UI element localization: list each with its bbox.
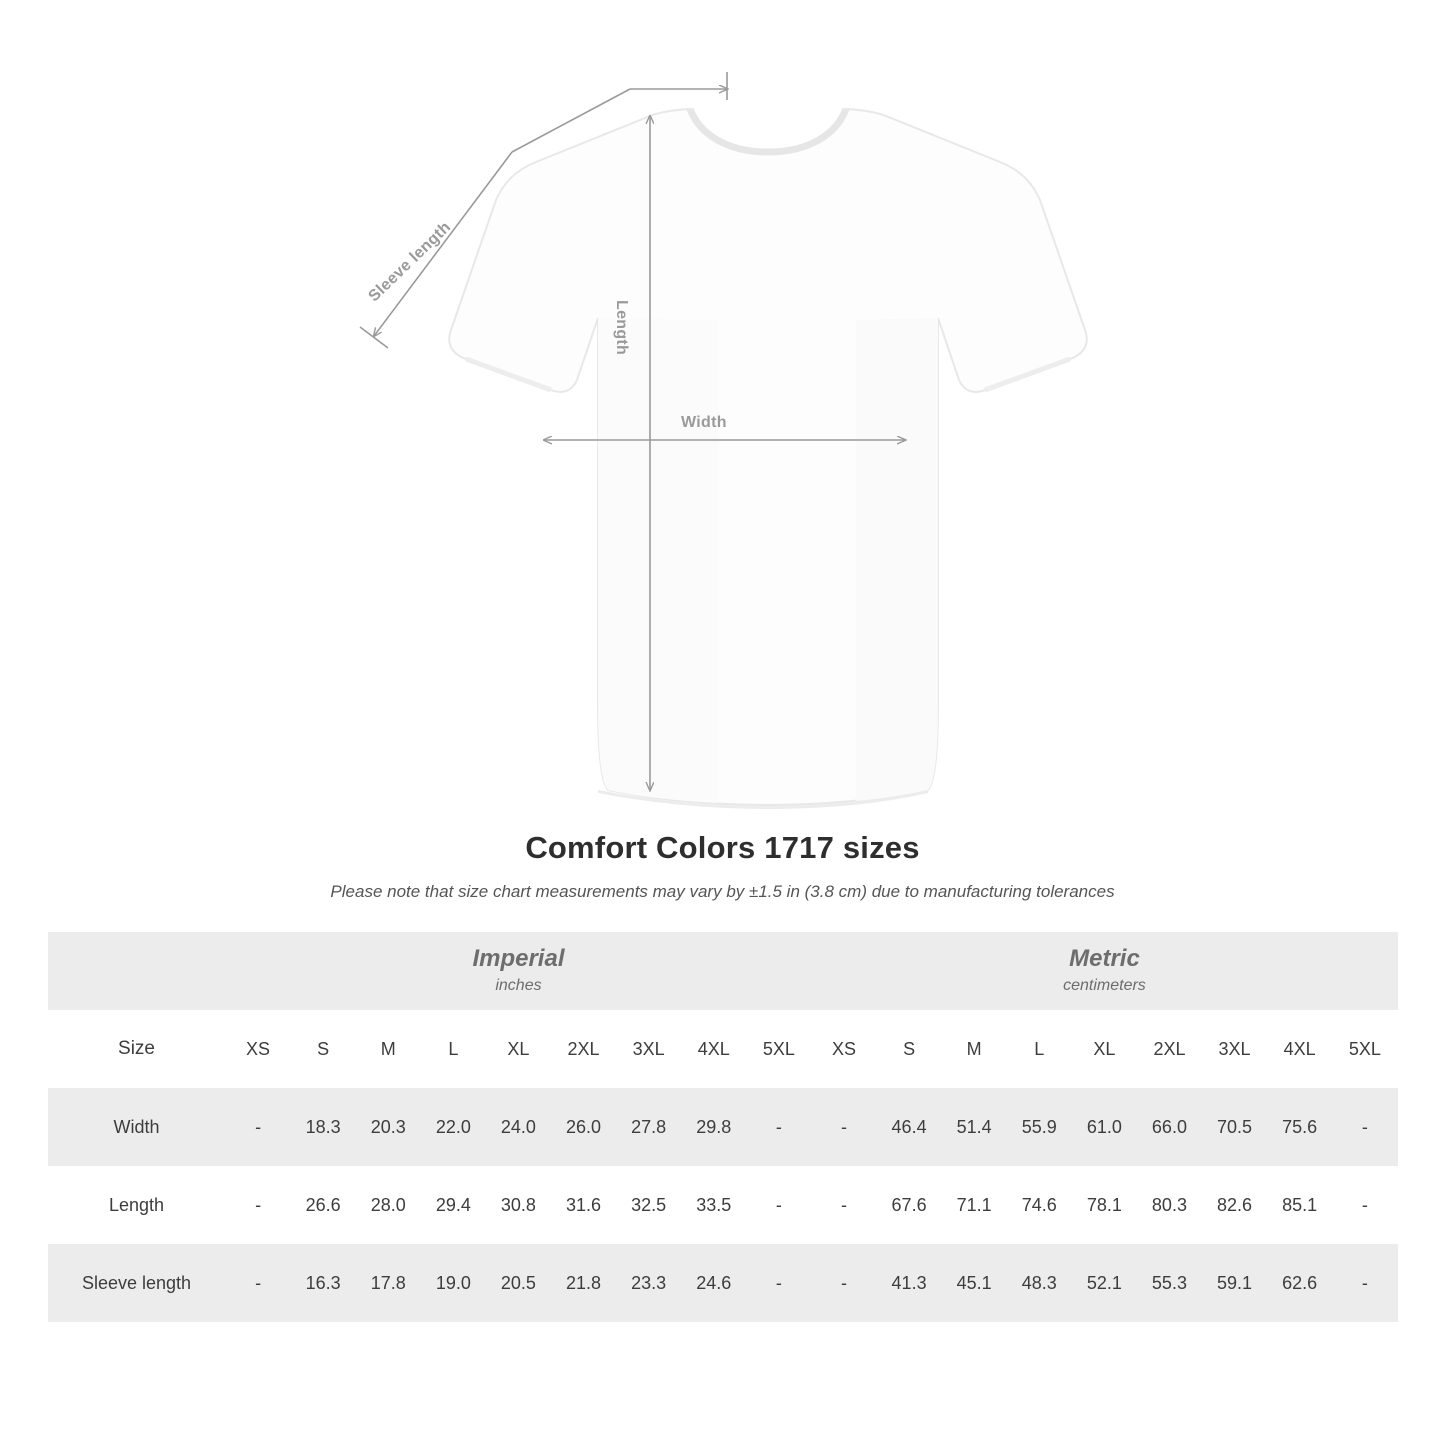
cell: 61.0 (1072, 1088, 1137, 1166)
size-header-cell: 2XL (1137, 1010, 1202, 1088)
cell: - (746, 1166, 811, 1244)
size-header-cell: XL (486, 1010, 551, 1088)
cell: - (811, 1244, 876, 1322)
tolerance-note: Please note that size chart measurements may vary by ±1.5 in (3.8 cm) due to manufacturing tolerances (330, 882, 1115, 901)
cell: 51.4 (942, 1088, 1007, 1166)
cell: 33.5 (681, 1166, 746, 1244)
row-label-length: Length (48, 1166, 226, 1244)
row-label-width: Width (48, 1088, 226, 1166)
cell: 80.3 (1137, 1166, 1202, 1244)
cell: 66.0 (1137, 1088, 1202, 1166)
cell: 46.4 (877, 1088, 942, 1166)
page-title: Comfort Colors 1717 sizes (525, 830, 920, 865)
cell: 24.0 (486, 1088, 551, 1166)
sleeve-length-dimension-label: Sleeve length (365, 218, 455, 306)
cell: 21.8 (551, 1244, 616, 1322)
cell: 67.6 (877, 1166, 942, 1244)
size-header-row (48, 1010, 1398, 1088)
size-chart-table (48, 932, 1398, 1322)
unit-metric-sub: centimeters (1063, 977, 1146, 994)
cell: 17.8 (356, 1244, 421, 1322)
cell: 70.5 (1202, 1088, 1267, 1166)
cell: 75.6 (1267, 1088, 1332, 1166)
table-row (48, 1088, 1398, 1166)
unit-metric-name: Metric (1069, 945, 1140, 972)
cell: 48.3 (1007, 1244, 1072, 1322)
cell: 28.0 (356, 1166, 421, 1244)
cell: 55.9 (1007, 1088, 1072, 1166)
size-header-cell: L (421, 1010, 486, 1088)
cell: 27.8 (616, 1088, 681, 1166)
size-header-cell: M (942, 1010, 1007, 1088)
cell: - (746, 1244, 811, 1322)
size-chart-table-wrap (48, 932, 1398, 1322)
cell: 32.5 (616, 1166, 681, 1244)
cell: 74.6 (1007, 1166, 1072, 1244)
cell: 26.0 (551, 1088, 616, 1166)
cell: - (226, 1166, 291, 1244)
cell: 18.3 (291, 1088, 356, 1166)
cell: 62.6 (1267, 1244, 1332, 1322)
size-header-cell: M (356, 1010, 421, 1088)
cell: 26.6 (291, 1166, 356, 1244)
size-header-cell: 4XL (681, 1010, 746, 1088)
unit-imperial-name: Imperial (472, 945, 565, 972)
cell: 20.5 (486, 1244, 551, 1322)
cell: 23.3 (616, 1244, 681, 1322)
size-header-cell: 3XL (616, 1010, 681, 1088)
table-row (48, 1166, 1398, 1244)
size-header-cell: L (1007, 1010, 1072, 1088)
cell: 31.6 (551, 1166, 616, 1244)
size-header-cell: 2XL (551, 1010, 616, 1088)
cell: - (811, 1088, 876, 1166)
cell: - (746, 1088, 811, 1166)
cell: 78.1 (1072, 1166, 1137, 1244)
cell: - (226, 1244, 291, 1322)
tshirt-shape (449, 109, 1086, 809)
cell: 52.1 (1072, 1244, 1137, 1322)
size-header-cell: S (877, 1010, 942, 1088)
cell: 29.4 (421, 1166, 486, 1244)
size-header-cell: XS (811, 1010, 876, 1088)
size-header-cell: XS (226, 1010, 291, 1088)
cell: 55.3 (1137, 1244, 1202, 1322)
cell: 45.1 (942, 1244, 1007, 1322)
cell: 24.6 (681, 1244, 746, 1322)
cell: 19.0 (421, 1244, 486, 1322)
unit-header-row (48, 932, 1398, 1010)
cell: 41.3 (877, 1244, 942, 1322)
cell: - (226, 1088, 291, 1166)
cell: - (1332, 1244, 1397, 1322)
size-header-cell: 5XL (1332, 1010, 1397, 1088)
cell: 59.1 (1202, 1244, 1267, 1322)
cell: - (1332, 1166, 1397, 1244)
chart-heading (0, 830, 1445, 902)
cell: - (1332, 1088, 1397, 1166)
cell: 85.1 (1267, 1166, 1332, 1244)
size-header-cell: S (291, 1010, 356, 1088)
cell: 29.8 (681, 1088, 746, 1166)
table-row (48, 1244, 1398, 1322)
row-label-sleeve-length: Sleeve length (48, 1244, 226, 1322)
size-header-cell: 4XL (1267, 1010, 1332, 1088)
unit-metric (811, 932, 1397, 1010)
cell: 22.0 (421, 1088, 486, 1166)
cell: 20.3 (356, 1088, 421, 1166)
unit-imperial-sub: inches (495, 977, 542, 994)
unit-spacer (48, 932, 226, 1010)
length-dimension-label: Length (613, 300, 630, 356)
cell: 82.6 (1202, 1166, 1267, 1244)
width-dimension-label: Width (681, 414, 727, 431)
cell: 16.3 (291, 1244, 356, 1322)
size-header-label: Size (48, 1010, 226, 1088)
cell: 30.8 (486, 1166, 551, 1244)
unit-imperial (226, 932, 812, 1010)
size-header-cell: 3XL (1202, 1010, 1267, 1088)
size-header-cell: XL (1072, 1010, 1137, 1088)
cell: - (811, 1166, 876, 1244)
cell: 71.1 (942, 1166, 1007, 1244)
size-header-cell: 5XL (746, 1010, 811, 1088)
